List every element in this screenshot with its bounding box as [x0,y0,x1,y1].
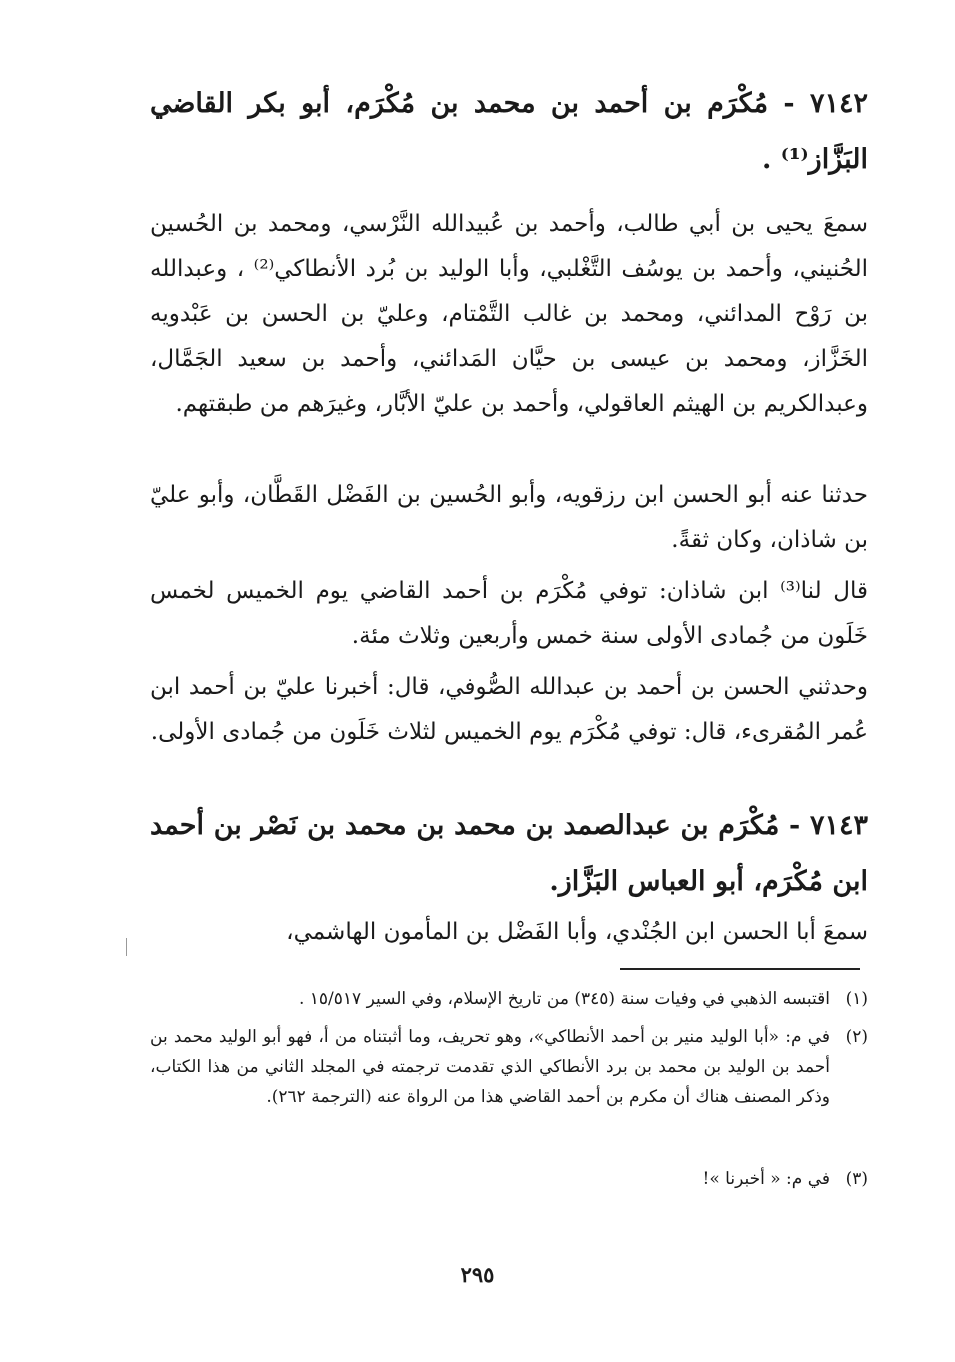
entry-7142-paragraph-sufi: وحدثني الحسن بن أحمد بن عبدالله الصُّوفي، قال: أخبرنا عليّ بن أحمد ابن عُمر المُقرىء، قال: توفي مُكْرَم يوم الخميس لثلاث خَلَون من جُمادى الأولى. [150,674,868,745]
footnote-2-number: (٢) [845,1027,868,1047]
margin-mark [126,938,127,956]
page-number: ٢٩٥ [460,1262,495,1287]
entry-heading-7143: ٧١٤٣ - مُكْرَم بن عبدالصمد بن محمد بن محمد بن نَصْر بن أحمد ابن مُكْرَم، أبو العباس البَزَّاز. [150,810,868,897]
footnote-3-text: في م: « أخبرنا »! [702,1169,830,1189]
entry-7143-paragraph-heard: سمعَ أبا الحسن ابن الجُنْدي، وأبا الفَضْل بن المأمون الهاشمي، [286,919,868,945]
footnote-2-text: في م: «أبا الوليد منير بن أحمد الأنطاكي»، وهو تحريف، وما أثبتناه من أ، فهو أبو الوليد محمد بن أحمد بن الوليد بن محمد بن برد الأنطاكي الذي تقدمت ترجمته في المجلد الثاني من هذا الكتاب، وذكر المصنف هناك أن مكرم بن أحمد القاضي هذا من الرواة عنه (الترجمة ٢٦٢). [150,1027,830,1107]
footnote-2 [150,1022,868,1112]
footnote-3-number: (٣) [845,1169,868,1189]
entry-7142-paragraph-heard: سمعَ يحيى بن أبي طالب، وأحمد بن عُبيدالله النَّرْسي، ومحمد بن الحُسين الحُنيني، وأحمد بن يوسُف التَّغْلبي، وأبا الوليد بن بُرد الأنطاكي⁽²⁾ ، وعبدالله بن رَوْح المدائني، ومحمد بن غالب التَّمْتام، وعليّ بن الحسن بن عَبْدويه الخَزَّاز، ومحمد بن عيسى بن حيَّان المَدائني، وأحمد بن سعيد الجَمَّال، وعبدالكريم بن الهيثم العاقولي، وأحمد بن عليّ الأبَّار، وغيرَهم من طبقتهم. [150,211,869,417]
footnote-1-text: اقتبسه الذهبي في وفيات سنة (٣٤٥) من تاريخ الإسلام، وفي السير ١٥/٥١٧ . [298,989,830,1009]
footnote-1 [150,984,868,1014]
entry-7142-paragraph-death: قال لنا⁽³⁾ ابن شاذان: توفي مُكْرَم بن أحمد القاضي يوم الخميس لخمس خَلَون من جُمادى الأولى سنة خمس وأربعين وثلاث مئة. [150,578,868,649]
footnote-1-number: (١) [845,989,868,1009]
footnote-3 [150,1164,868,1194]
entry-7142-paragraph-narrated: حدثنا عنه أبو الحسن ابن رزقويه، وأبو الحُسين بن الفَضْل القَطَّان، وأبو عليّ بن شاذان، وكان ثقةً. [150,482,868,553]
entry-heading-7142: ٧١٤٢ - مُكْرَم بن أحمد بن محمد بن مُكْرَم، أبو بكر القاضي البَزَّاز⁽¹⁾ . [150,88,868,175]
footnote-separator [620,968,860,970]
